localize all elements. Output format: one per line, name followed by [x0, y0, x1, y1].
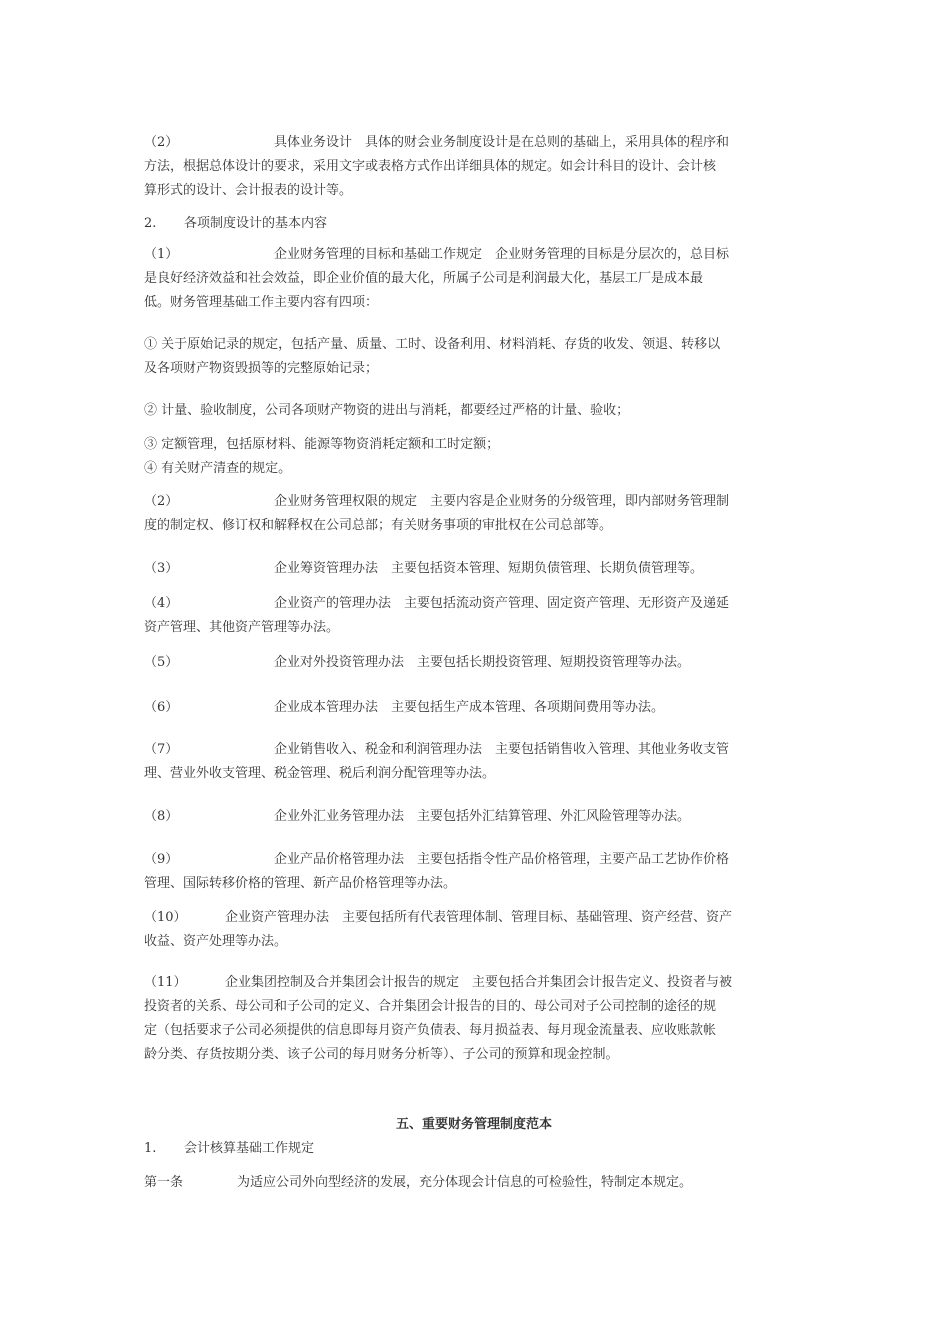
text-line: ③ 定额管理，包括原材料、能源等物资消耗定额和工时定额； [144, 437, 500, 452]
text-line: 度的制定权、修订权和解释权在公司总部；有关财务事项的审批权在公司总部等。 [144, 518, 613, 533]
item-number: （6） [144, 700, 179, 715]
text-line: 企业产品价格管理办法 主要包括指令性产品价格管理，主要产品工艺协作价格 [274, 852, 730, 867]
text-line: 算形式的设计、会计报表的设计等。 [144, 183, 353, 198]
text-line: 理、营业外收支管理、税金管理、税后利润分配管理等办法。 [144, 766, 496, 781]
text-line: ② 计量、验收制度，公司各项财产物资的进出与消耗，都要经过严格的计量、验收； [144, 403, 630, 418]
item-number: （1） [144, 247, 179, 262]
item-2-paragraph [144, 490, 784, 538]
sub-heading [144, 1137, 784, 1161]
text-line: 企业筹资管理办法 主要包括资本管理、短期负债管理、长期负债管理等。 [274, 561, 704, 576]
item-4-paragraph [144, 592, 784, 640]
text-line: 是良好经济效益和社会效益，即企业价值的最大化，所属子公司是利润最大化，基层工厂是成本最 [144, 271, 704, 286]
item-number: （10） [144, 910, 187, 925]
item-7-paragraph [144, 738, 784, 786]
text-line: 企业外汇业务管理办法 主要包括外汇结算管理、外汇风险管理等办法。 [274, 809, 691, 824]
text-line: 定（包括要求子公司必须提供的信息即每月资产负债表、每月损益表、每月现金流量表、应收账款帐 [144, 1023, 717, 1038]
item-1-paragraph [144, 243, 784, 315]
text-line: 企业资产管理办法 主要包括所有代表管理体制、管理目标、基础管理、资产经营、资产 [225, 910, 733, 925]
text-line: 企业财务管理的目标和基础工作规定 企业财务管理的目标是分层次的，总目标 [274, 247, 730, 262]
circled-item-1 [144, 333, 784, 381]
text-line: 企业财务管理权限的规定 主要内容是企业财务的分级管理，即内部财务管理制 [274, 494, 730, 509]
heading-number: 2. [144, 216, 157, 231]
item-11-paragraph [144, 971, 784, 1067]
item-8-paragraph [144, 805, 784, 829]
item-number: （9） [144, 852, 179, 867]
text-line: 具体业务设计 具体的财会业务制度设计是在总则的基础上，采用具体的程序和 [274, 135, 730, 150]
text-line: 管理、国际转移价格的管理、新产品价格管理等办法。 [144, 876, 457, 891]
text-line: 方法，根据总体设计的要求，采用文字或表格方式作出详细具体的规定。如会计科目的设计、会计核 [144, 159, 717, 174]
item-number: （2） [144, 135, 179, 150]
heading-2 [144, 212, 784, 236]
item-9-paragraph [144, 848, 784, 896]
article-label: 第一条 [144, 1175, 184, 1190]
text-line: ④ 有关财产清查的规定。 [144, 461, 292, 476]
text-line: 龄分类、存货按期分类、该子公司的每月财务分析等）、子公司的预算和现金控制。 [144, 1047, 619, 1062]
text-line: 企业销售收入、税金和利润管理办法 主要包括销售收入管理、其他业务收支管 [274, 742, 730, 757]
item-number: （2） [144, 494, 179, 509]
item-number: （8） [144, 809, 179, 824]
text-line: 企业资产的管理办法 主要包括流动资产管理、固定资产管理、无形资产及递延 [274, 596, 730, 611]
item-number: （4） [144, 596, 179, 611]
circled-item-3 [144, 433, 784, 457]
text-line: 企业成本管理办法 主要包括生产成本管理、各项期间费用等办法。 [274, 700, 665, 715]
text-line: 企业集团控制及合并集团会计报告的规定 主要包括合并集团会计报告定义、投资者与被 [225, 975, 733, 990]
item-3-paragraph [144, 557, 784, 581]
item-10-paragraph [144, 906, 784, 954]
article-1 [144, 1171, 784, 1195]
text-line: 投资者的关系、母公司和子公司的定义、合并集团会计报告的目的、母公司对子公司控制的途径的规 [144, 999, 717, 1014]
item-number: （3） [144, 561, 179, 576]
circled-item-2 [144, 399, 784, 423]
heading-text: 会计核算基础工作规定 [184, 1141, 315, 1156]
item-number: （7） [144, 742, 179, 757]
heading-text: 各项制度设计的基本内容 [184, 216, 328, 231]
item-6-paragraph [144, 696, 784, 720]
text-line: 资产管理、其他资产管理等办法。 [144, 620, 340, 635]
item-number: （5） [144, 655, 179, 670]
text-line: 企业对外投资管理办法 主要包括长期投资管理、短期投资管理等办法。 [274, 655, 691, 670]
circled-item-4 [144, 457, 784, 481]
item-number: （11） [144, 975, 187, 990]
text-line: 为适应公司外向型经济的发展，充分体现会计信息的可检验性，特制定本规定。 [237, 1175, 693, 1190]
section-title: 五、重要财务管理制度范本 [395, 1117, 552, 1132]
text-line: 低。财务管理基础工作主要内容有四项： [144, 295, 379, 310]
text-line: 收益、资产处理等办法。 [144, 934, 288, 949]
text-line: 及各项财产物资毁损等的完整原始记录； [144, 361, 379, 376]
item-5-paragraph [144, 651, 784, 675]
section-2-paragraph [144, 131, 784, 203]
heading-number: 1. [144, 1141, 157, 1156]
text-line: ① 关于原始记录的规定，包括产量、质量、工时、设备利用、材料消耗、存货的收发、领退、转移以 [144, 337, 721, 352]
